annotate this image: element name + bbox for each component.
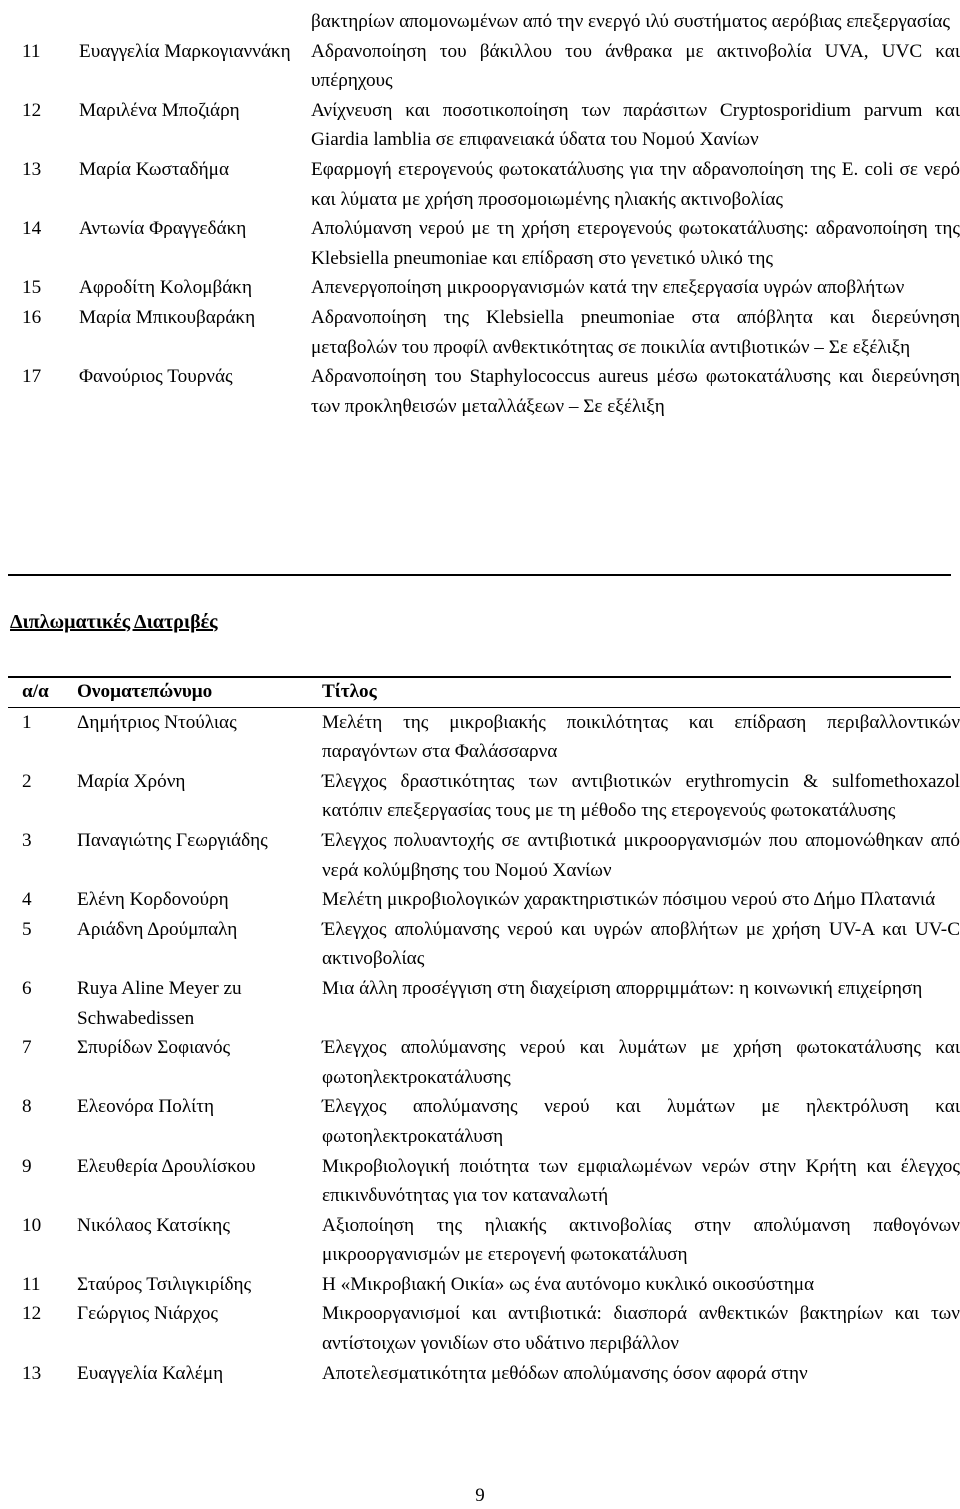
row-number: 8 [22,1096,32,1118]
student-name: Ελένη Κορδονούρη [77,889,229,911]
thesis-title: Εφαρμογή ετερογενούς φωτοκατάλυσης για την αδρανοποίηση της E. coli σε νερό και λύματα με χρήση προσομοιωμένης ηλιακής ακτινοβολίας [311,158,960,210]
thesis-title: Απολύμανση νερού με τη χρήση ετερογενούς φωτοκατάλυσης: αδρανοποίηση της Klebsiella pneumoniae και επίδραση στο γενετικό υλικό της [311,218,960,269]
student-name: Γεώργιος Νιάρχος [77,1303,218,1325]
row-number: 11 [22,1273,41,1295]
student-name: Φανούριος Τουρνάς [79,366,233,388]
table-row [8,7,960,37]
student-name: Μαριλένα Μποζιάρη [79,99,240,121]
table-row [8,1152,960,1211]
row-number: 6 [22,977,32,999]
header-number: α/α [22,681,49,702]
table-header-row [8,677,960,707]
thesis-title: Μια άλλη προσέγγιση στη διαχείριση απορριμμάτων: η κοινωνική επιχείρηση [322,977,923,999]
table-row [8,1270,960,1300]
table-bottom-rule [8,574,951,576]
thesis-title: Έλεγχος απολύμανσης νερού και υγρών αποβλήτων με χρήση UV-A και UV-C ακτινοβολίας [322,918,960,970]
row-number: 15 [22,277,42,299]
row-number: 3 [22,829,32,851]
student-name: Σπυρίδων Σοφιανός [77,1037,231,1059]
thesis-title: Μικροοργανισμοί και αντιβιοτικά: διασπορά ανθεκτικών βακτηρίων και των αντίστοιχων γονιδίων στο υδάτινο περιβάλλον [322,1303,960,1355]
student-name: Δημήτριος Ντούλιας [77,711,237,733]
student-name: Αντωνία Φραγγεδάκη [79,218,247,240]
table-row [8,303,960,362]
row-number: 2 [22,770,32,792]
thesis-title: Η «Μικροβιακή Οικία» ως ένα αυτόνομο κυκλικό οικοσύστημα [322,1273,815,1295]
thesis-title: Έλεγχος απολύμανσης νερού και λυμάτων με χρήση φωτοκατάλυσης και φωτοηλεκτροκατάλυσης [322,1037,960,1088]
table-row [8,1033,960,1092]
thesis-title: Απενεργοποίηση μικροοργανισμών κατά την επεξεργασία υγρών αποβλήτων [311,277,905,299]
thesis-title: Μικροβιολογική ποιότητα των εμφιαλωμένων νερών στην Κρήτη και έλεγχος επικινδυνότητας για τον καταναλωτή [322,1155,960,1207]
table-row [8,37,960,96]
student-name: Αριάδνη Δρούμπαλη [77,918,238,940]
thesis-title: Αδρανοποίηση της Klebsiella pneumoniae στα απόβλητα και διερεύνηση μεταβολών του προφίλ ανθεκτικότητας σε ποικιλία αντιβιοτικών – Σε εξέλιξη [311,306,960,358]
table-row [8,362,960,421]
row-number: 12 [22,1303,42,1325]
table-row [8,96,960,155]
table-row [8,1359,960,1389]
thesis-title: Αδρανοποίηση του βάκιλλου του άνθρακα με ακτινοβολία UVA, UVC και υπέρηχους [311,40,960,92]
student-name [79,7,311,37]
thesis-title: βακτηρίων απομονωμένων από την ενεργό ιλύ συστήματος αερόβιας επεξεργασίας [311,11,951,32]
student-name: Σταύρος Τσιλιγκιρίδης [77,1273,252,1295]
row-number: 4 [22,889,32,911]
student-name: Νικόλαος Κατσίκης [77,1214,230,1236]
header-name: Ονοματεπώνυμο [77,681,213,702]
table-row [8,915,960,974]
student-name: Μαρία Κωσταδήμα [79,158,229,180]
row-number: 17 [22,366,42,388]
thesis-title: Αξιοποίηση της ηλιακής ακτινοβολίας στην απολύμανση παθογόνων μικροοργανισμών με ετερογενή φωτοκατάλυση [322,1214,960,1266]
student-name: Ελεονόρα Πολίτη [77,1096,215,1118]
table-row [8,1299,960,1358]
row-number [8,7,79,37]
continued-theses-table [8,7,960,421]
student-name: Μαρία Χρόνη [77,770,186,792]
student-name: Μαρία Μπικουβαράκη [79,306,256,328]
student-name: Παναγιώτης Γεωργιάδης [77,829,268,851]
thesis-title: Μελέτη της μικροβιακής ποικιλότητας και επίδραση περιβαλλοντικών παραγόντων στα Φαλάσσαρνα [322,711,960,763]
table-row [8,707,960,767]
section-heading: Διπλωματικές Διατριβές [10,611,218,633]
student-name: Αφροδίτη Κολομβάκη [79,277,252,299]
table-row [8,767,960,826]
table-row [8,214,960,273]
header-title: Τίτλος [322,681,377,702]
table-row [8,974,960,1033]
thesis-title: Έλεγχος πολυαντοχής σε αντιβιοτικά μικροοργανισμών που απομονώθηκαν από νερά κολύμβησης του Νομού Χανίων [322,829,960,881]
student-name: Ευαγγελία Καλέμη [77,1362,224,1384]
row-number: 14 [22,218,42,240]
row-number: 16 [22,306,42,328]
page-number: 9 [475,1485,485,1506]
diploma-theses-table [8,677,960,1388]
student-name: Ruya Aline Meyer zu Schwabedissen [77,977,242,1029]
row-number: 1 [22,711,32,733]
table-row [8,1092,960,1151]
thesis-title: Αποτελεσματικότητα μεθόδων απολύμανσης όσον αφορά στην [322,1362,808,1384]
student-name: Ευαγγελία Μαρκογιαννάκη [79,40,291,62]
thesis-title: Μελέτη μικροβιολογικών χαρακτηριστικών πόσιμου νερού στο Δήμο Πλατανιά [322,889,936,911]
row-number: 13 [22,158,42,180]
row-number: 7 [22,1037,32,1059]
table-row [8,885,960,915]
table-row [8,826,960,885]
row-number: 10 [22,1214,42,1236]
row-number: 9 [22,1155,32,1177]
table-row [8,155,960,214]
thesis-title: Αδρανοποίηση του Staphylococcus aureus μέσω φωτοκατάλυσης και διερεύνηση των προκληθεισών μεταλλάξεων – Σε εξέλιξη [311,366,960,417]
thesis-title: Ανίχνευση και ποσοτικοποίηση των παράσιτων Cryptosporidium parvum και Giardia lamblia σε επιφανειακά ύδατα του Νομού Χανίων [311,99,960,151]
table-row [8,273,960,303]
thesis-title: Έλεγχος απολύμανσης νερού και λυμάτων με ηλεκτρόλυση και φωτοηλεκτροκατάλυση [322,1096,960,1147]
student-name: Ελευθερία Δρουλίσκου [77,1155,256,1177]
row-number: 5 [22,918,32,940]
thesis-title: Έλεγχος δραστικότητας των αντιβιοτικών erythromycin & sulfomethoxazol κατόπιν επεξεργασίας τους με τη μέθοδο της ετερογενούς φωτοκατάλυσης [322,770,960,822]
table-row [8,1211,960,1270]
row-number: 12 [22,99,42,121]
row-number: 11 [22,40,41,62]
row-number: 13 [22,1362,42,1384]
